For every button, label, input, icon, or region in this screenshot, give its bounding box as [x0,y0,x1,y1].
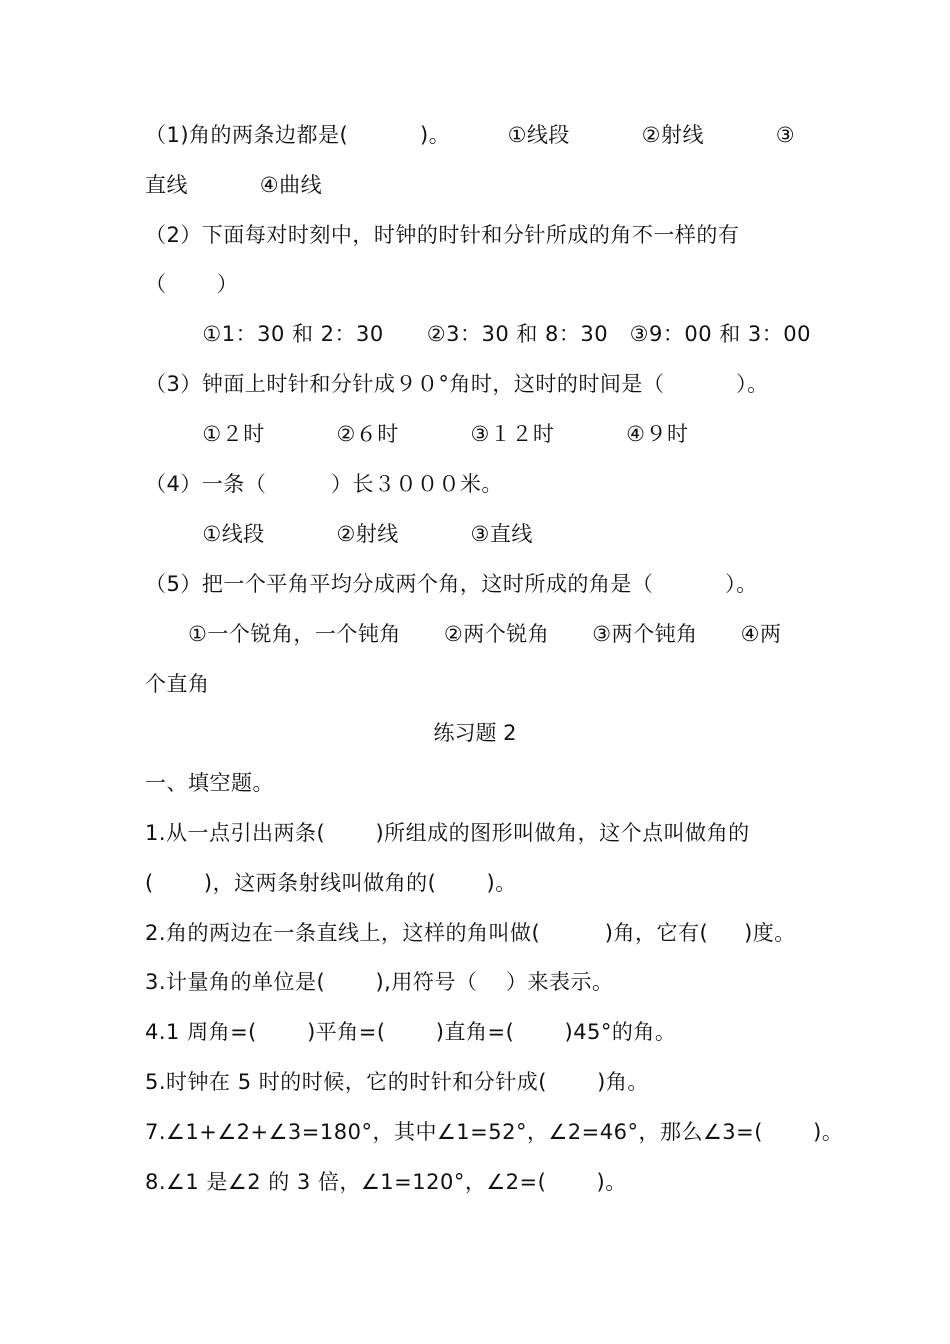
question-4-options: ①线段 ②射线 ③直线 [145,522,533,546]
fill-question-1-line-1: 1.从一点引出两条( )所组成的图形叫做角，这个点叫做角的 [145,821,750,845]
question-2-line-2: （ ） [145,272,239,296]
question-2-line-1: （2）下面每对时刻中，时钟的时针和分针所成的角不一样的有 [145,223,740,247]
fill-question-7: 7.∠1+∠2+∠3=180°，其中∠1=52°，∠2=46°，那么∠3=( )。 [145,1120,844,1144]
question-3-options: ①２时 ②６时 ③１２时 ④９时 [145,422,689,446]
question-3-stem: （3）钟面上时针和分针成９０°角时，这时的时间是（ ）。 [145,372,769,396]
section-title: 练习题 2 [433,721,517,745]
question-4-stem: （4）一条（ ）长３０００米。 [145,472,503,496]
fill-question-1-line-2: ( )，这两条射线叫做角的( )。 [145,871,517,895]
question-2-options: ①1：30 和 2：30 ②3：30 和 8：30 ③9：00 和 3：00 [145,322,812,346]
fill-question-8: 8.∠1 是∠2 的 3 倍，∠1=120°，∠2=( )。 [145,1170,627,1194]
fill-in-heading: 一、填空题。 [145,771,274,795]
question-1-line-2: 直线 ④曲线 [145,173,323,197]
question-5-options-line-2: 个直角 [145,672,210,696]
fill-question-4: 4.1 周角=( )平角=( )直角=( )45°的角。 [145,1020,677,1044]
question-5-options-line-1: ①一个锐角，一个钝角 ②两个锐角 ③两个钝角 ④两 [145,622,782,646]
question-1-line-1: （1)角的两条边都是( )。 ①线段 ②射线 ③ [145,123,796,147]
question-5-stem: （5）把一个平角平均分成两个角，这时所成的角是（ ）。 [145,572,758,596]
fill-question-5: 5.时钟在 5 时的时候，它的时针和分针成( )角。 [145,1070,649,1094]
fill-question-2: 2.角的两边在一条直线上，这样的角叫做( )角，它有( )度。 [145,921,796,945]
fill-question-3: 3.计量角的单位是( ),用符号（ ）来表示。 [145,970,614,994]
